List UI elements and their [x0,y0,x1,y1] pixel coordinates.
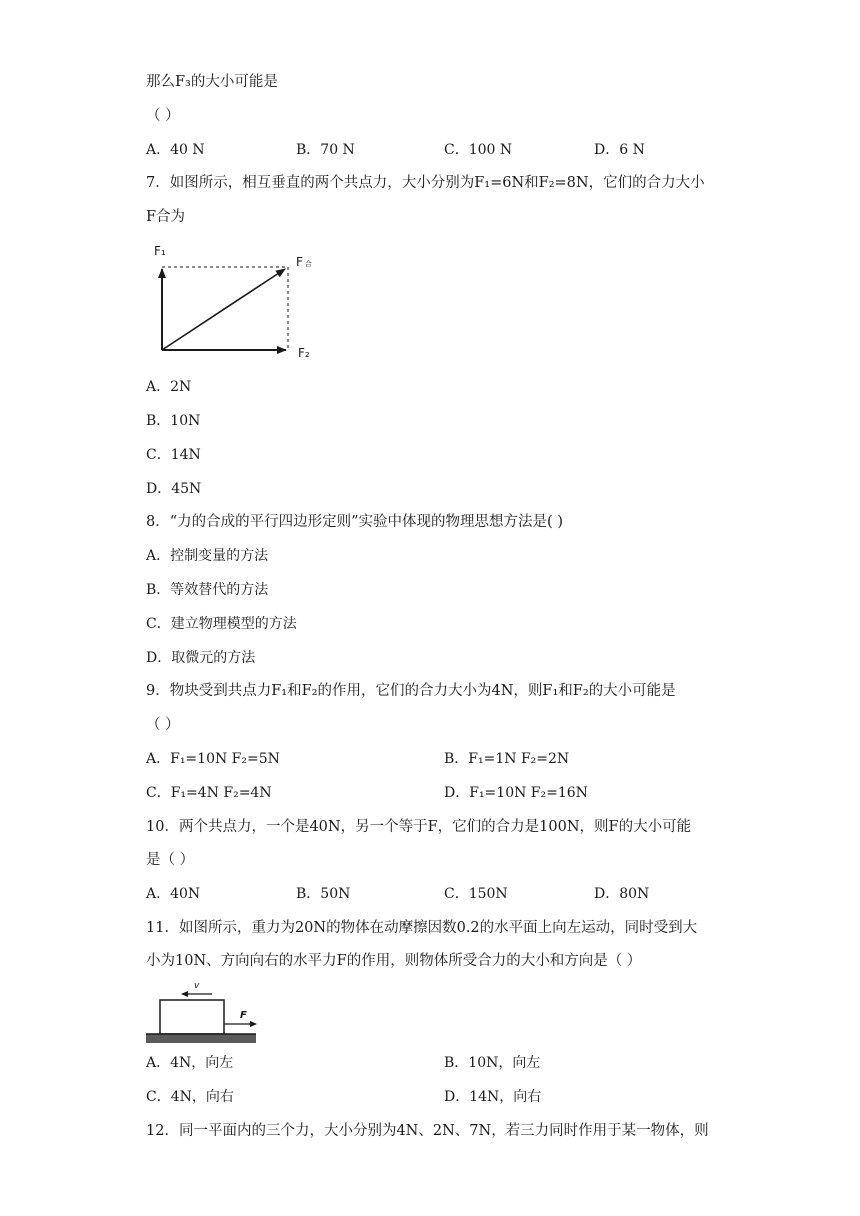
q8-option-d: D．取微元的方法 [146,650,256,666]
q6-stem-tail: 那么F₃的大小可能是 [146,74,278,90]
q10-option-a: A．40N [146,886,201,902]
q11-option-c: C．4N，向右 [146,1089,234,1105]
q8-stem: 8．“力的合成的平行四边形定则”实验中体现的物理思想方法是( ) [146,514,563,530]
q6-bracket: （ ） [146,108,180,124]
q10-stem-line2: 是（ ） [146,852,195,868]
q7-option-b: B．10N [146,413,201,429]
q7-option-d: D．45N [146,481,202,497]
q7-force-diagram [146,238,336,364]
q12-stem-line1: 12．同一平面内的三个力，大小分别为4N、2N、7N，若三力同时作用于某一物体，则 [146,1123,709,1139]
q11-label-f: F [240,1010,247,1021]
q7-option-c: C．14N [146,447,201,463]
q10-option-c: C．150N [444,886,508,902]
q11-ground [146,1034,256,1043]
q9-option-d: D．F₁=10N F₂=16N [444,785,588,801]
q8-option-a: A．控制变量的方法 [146,548,269,564]
q9-option-b: B．F₁=1N F₂=2N [444,751,570,767]
q6-option-b: B．70 N [296,142,355,158]
q8-option-c: C．建立物理模型的方法 [146,616,297,632]
q9-option-c: C．F₁=4N F₂=4N [146,785,272,801]
q7-label-f1: F₁ [154,244,166,258]
q7-label-f2: F₂ [298,346,310,360]
q11-stem-line1: 11．如图所示，重力为20N的物体在动摩擦因数0.2的水平面上向左运动，同时受到大 [146,920,698,936]
q7-label-fhe: F合 [296,255,312,269]
q11-option-b: B．10N，向左 [444,1055,541,1071]
q7-stem-line1: 7．如图所示，相互垂直的两个共点力，大小分别为F₁=6N和F₂=8N，它们的合力大小 [146,175,705,191]
q6-option-c: C．100 N [444,142,513,158]
q7-option-a: A．2N [146,379,192,395]
q9-option-a: A．F₁=10N F₂=5N [146,751,280,767]
q10-option-d: D．80N [594,886,650,902]
q11-label-v: v [194,981,200,991]
q9-stem-line2: （ ） [146,717,180,733]
q7-resultant-arrow [162,269,285,350]
q10-option-b: B．50N [296,886,351,902]
q6-option-d: D．6 N [594,142,645,158]
q11-option-a: A．4N，向左 [146,1055,234,1071]
q7-stem-line2: F合为 [146,209,186,225]
q8-option-b: B．等效替代的方法 [146,582,269,598]
q9-stem-line1: 9．物块受到共点力F₁和F₂的作用，它们的合力大小为4N，则F₁和F₂的大小可能是 [146,683,676,699]
q11-option-d: D．14N，向右 [444,1089,542,1105]
q6-option-a: A．40 N [146,142,205,158]
q11-stem-line2: 小为10N、方向向右的水平力F的作用，则物体所受合力的大小和方向是（ ） [146,953,642,969]
q10-stem-line1: 10．两个共点力，一个是40N，另一个等于F，它们的合力是100N，则F的大小可能 [146,819,692,835]
q11-block-diagram [146,978,266,1046]
q11-block [160,1000,224,1034]
